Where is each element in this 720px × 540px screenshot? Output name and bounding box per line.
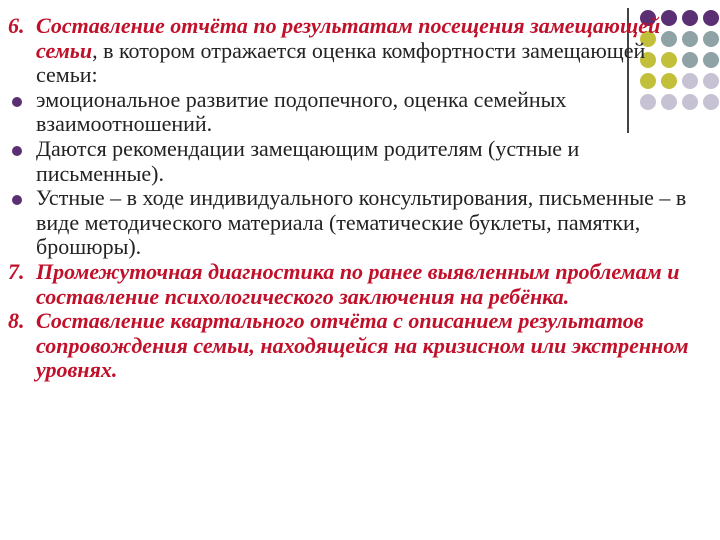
bullet-text: Даются рекомендации замещающим родителям (устные и письменные). [36, 135, 580, 186]
slide-content [8, 14, 698, 383]
item-6-heading: Составление отчёта по результатам посещения замещающей семьи [36, 13, 661, 63]
item-8-number: 8. [8, 308, 25, 334]
item-6-text: , в котором отражается оценка комфортности замещающей семьи: [36, 37, 646, 88]
bullet-dot-icon [12, 97, 22, 107]
decorative-dot [703, 10, 719, 26]
item-8-heading: Составление квартального отчёта с описанием результатов сопровождения семьи, находящейся на кризисном или экстренном уровнях. [36, 308, 689, 383]
decorative-dot [703, 73, 719, 89]
item-7 [8, 260, 698, 309]
item-7-number: 7. [8, 258, 25, 284]
item-8 [8, 309, 698, 383]
bullet-dot-icon [12, 195, 22, 205]
decorative-dot [703, 31, 719, 47]
bullet-dot-icon [12, 146, 22, 156]
bullet-item [8, 186, 698, 260]
item-6 [8, 14, 698, 88]
item-7-heading: Промежуточная диагностика по ранее выявленным проблемам и составление психологического заключения на ребёнка. [36, 258, 680, 309]
bullet-item [8, 88, 698, 137]
decorative-dot [703, 94, 719, 110]
decorative-dot [703, 52, 719, 68]
item-6-number: 6. [8, 13, 25, 38]
bullet-item [8, 137, 698, 186]
bullet-text: эмоциональное развитие подопечного, оценка семейных взаимоотношений. [36, 86, 567, 137]
bullet-text: Устные – в ходе индивидуального консультирования, письменные – в виде методического материала (тематические буклеты, памятки, брошюры). [36, 185, 687, 260]
